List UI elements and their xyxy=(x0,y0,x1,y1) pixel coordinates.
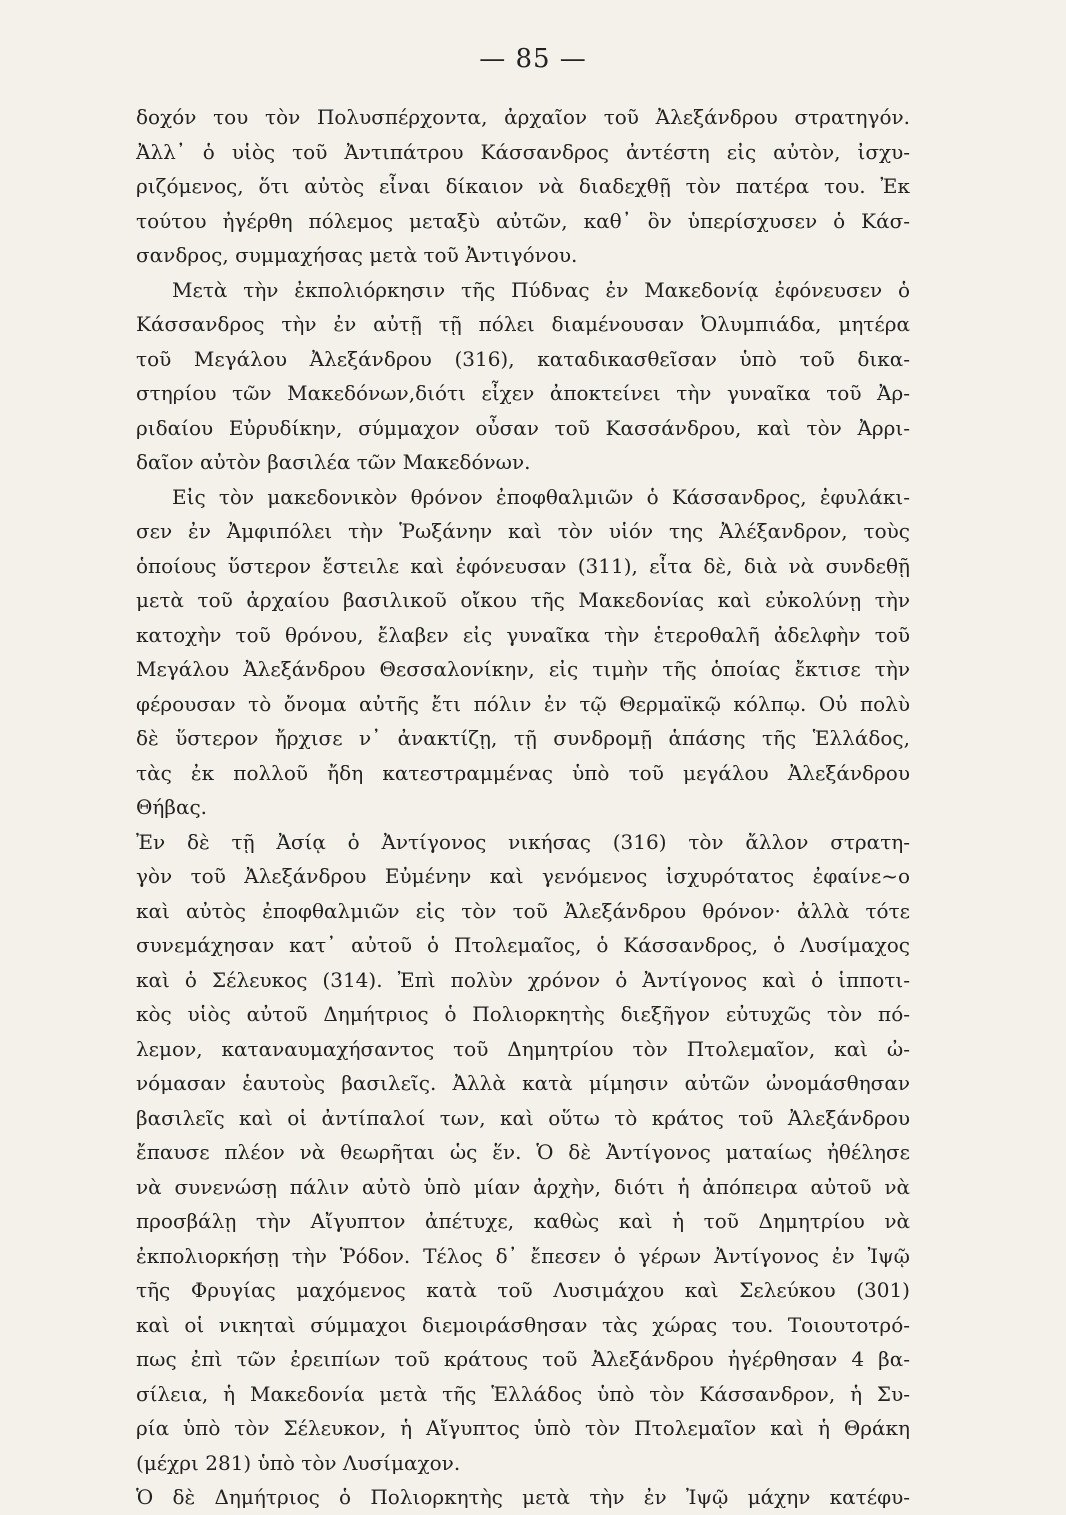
text-line: νόμασαν ἑαυτοὺς βασιλεῖς. Ἀλλὰ κατὰ μίμησιν αὐτῶν ὠνομάσθησαν xyxy=(136,1071,910,1095)
text-line: φέρουσαν τὸ ὄνομα αὐτῆς ἔτι πόλιν ἐν τῷ Θερμαϊκῷ κόλπῳ. Οὐ πολὺ xyxy=(136,691,910,716)
text-line: σανδρος, συμμαχήσας μετὰ τοῦ Ἀντιγόνου. xyxy=(136,243,578,267)
text-line: Εἰς τὸν μακεδονικὸν θρόνον ἐποφθαλμιῶν ὁ Κάσσανδρος, ἐφυλάκι- xyxy=(172,484,910,509)
text-line: κατοχὴν τοῦ θρόνου, ἔλαβεν εἰς γυναῖκα τὴν ἑτεροθαλῆ ἀδελφὴν τοῦ xyxy=(136,622,910,647)
text-line: Ὁ δὲ Δημήτριος ὁ Πολιορκητὴς μετὰ τὴν ἐν Ἰψῷ μάχην κατέφυ- xyxy=(136,1485,910,1509)
text-line: Κάσσανδρος τὴν ἐν αὐτῇ τῇ πόλει διαμένουσαν Ὀλυμπιάδα, μητέρα xyxy=(136,312,910,336)
text-line: ρία ὑπὸ τὸν Σέλευκον, ἡ Αἴγυπτος ὑπὸ τὸν Πτολεμαῖον καὶ ἡ Θράκη xyxy=(136,1416,910,1440)
text-line: βασιλεῖς καὶ οἱ ἀντίπαλοί των, καὶ οὕτω τὸ κράτος τοῦ Ἀλεξάνδρου xyxy=(136,1105,910,1130)
text-line: καὶ οἱ νικηταὶ σύμμαχοι διεμοιράσθησαν τὰς χώρας του. Τοιουτοτρό- xyxy=(136,1312,910,1337)
text-line: στηρίου τῶν Μακεδόνων,διότι εἶχεν ἀποκτείνει τὴν γυναῖκα τοῦ Ἀρ- xyxy=(136,381,910,405)
text-line: ριζόμενος, ὅτι αὐτὸς εἶναι δίκαιον νὰ διαδεχθῇ τὸν πατέρα του. Ἐκ xyxy=(136,174,910,198)
text-line: ἔπαυσε πλέον νὰ θεωρῆται ὡς ἕν. Ὁ δὲ Ἀντίγονος ματαίως ἠθέλησε xyxy=(136,1140,910,1164)
body-text xyxy=(136,100,910,1515)
text-line: ἐκπολιορκήσῃ τὴν Ῥόδον. Τέλος δ᾽ ἔπεσεν ὁ γέρων Ἀντίγονος ἐν Ἰψῷ xyxy=(136,1243,910,1268)
text-line: δαῖον αὐτὸν βασιλέα τῶν Μακεδόνων. xyxy=(136,450,531,474)
text-line: προσβάλῃ τὴν Αἴγυπτον ἀπέτυχε, καθὼς καὶ ἡ τοῦ Δημητρίου νὰ xyxy=(136,1209,910,1233)
text-line: ριδαίου Εὐρυδίκην, σύμμαχον οὖσαν τοῦ Κασσάνδρου, καὶ τὸν Ἀρρι- xyxy=(136,415,910,440)
text-line: ὁποίους ὕστερον ἔστειλε καὶ ἐφόνευσαν (311), εἶτα δὲ, διὰ νὰ συνδεθῇ xyxy=(136,553,910,578)
text-line: Μετὰ τὴν ἐκπολιόρκησιν τῆς Πύδνας ἐν Μακεδονίᾳ ἐφόνευσεν ὁ xyxy=(172,277,910,302)
text-line: νὰ συνενώσῃ πάλιν αὐτὸ ὑπὸ μίαν ἀρχὴν, διότι ἡ ἀπόπειρα αὐτοῦ νὰ xyxy=(136,1174,910,1199)
text-line: Θήβας. xyxy=(136,795,208,819)
page-number: — 85 — xyxy=(479,44,587,74)
text-line: Ἀλλ᾽ ὁ υἱὸς τοῦ Ἀντιπάτρου Κάσσανδρος ἀντέστη εἰς αὐτὸν, ἰσχυ- xyxy=(136,139,910,164)
text-line: συνεμάχησαν κατ᾽ αὐτοῦ ὁ Πτολεμαῖος, ὁ Κάσσανδρος, ὁ Λυσίμαχος xyxy=(136,933,910,957)
text-line: μετὰ τοῦ ἀρχαίου βασιλικοῦ οἴκου τῆς Μακεδονίας καὶ εὐκολύνῃ τὴν xyxy=(136,588,910,612)
text-line: τοῦ Μεγάλου Ἀλεξάνδρου (316), καταδικασθεῖσαν ὑπὸ τοῦ δικα- xyxy=(136,346,910,371)
text-line: τῆς Φρυγίας μαχόμενος κατὰ τοῦ Λυσιμάχου καὶ Σελεύκου (301) xyxy=(136,1278,910,1302)
text-line: λεμον, καταναυμαχήσαντος τοῦ Δημητρίου τὸν Πτολεμαῖον, καὶ ὠ- xyxy=(136,1036,910,1061)
text-line: τούτου ἠγέρθη πόλεμος μεταξὺ αὐτῶν, καθ᾽ ὃν ὑπερίσχυσεν ὁ Κάσ- xyxy=(136,208,910,233)
text-line: τὰς ἐκ πολλοῦ ἤδη κατεστραμμένας ὑπὸ τοῦ μεγάλου Ἀλεξάνδρου xyxy=(136,760,910,785)
text-line: γὸν τοῦ Ἀλεξάνδρου Εὐμένην καὶ γενόμενος ἰσχυρότατος ἐφαίνε~ο xyxy=(136,864,910,888)
text-line: (μέχρι 281) ὑπὸ τὸν Λυσίμαχον. xyxy=(136,1450,461,1475)
text-line: δοχόν του τὸν Πολυσπέρχοντα, ἀρχαῖον τοῦ Ἀλεξάνδρου στρατηγόν. xyxy=(136,105,910,129)
text-line: Μεγάλου Ἀλεξάνδρου Θεσσαλονίκην, εἰς τιμὴν τῆς ὁποίας ἔκτισε τὴν xyxy=(136,657,910,681)
text-line: πως ἐπὶ τῶν ἐρειπίων τοῦ κράτους τοῦ Ἀλεξάνδρου ἠγέρθησαν 4 βα- xyxy=(136,1347,910,1371)
text-line: κὸς υἱὸς αὐτοῦ Δημήτριος ὁ Πολιορκητὴς διεξῆγον εὐτυχῶς τὸν πό- xyxy=(136,1002,910,1026)
text-line: σίλεια, ἡ Μακεδονία μετὰ τῆς Ἑλλάδος ὑπὸ τὸν Κάσσανδρον, ἡ Συ- xyxy=(136,1381,910,1406)
text-line: καὶ ὁ Σέλευκος (314). Ἐπὶ πολὺν χρόνον ὁ Ἀντίγονος καὶ ὁ ἱπποτι- xyxy=(136,967,910,992)
text-line: καὶ αὐτὸς ἐποφθαλμιῶν εἰς τὸν τοῦ Ἀλεξάνδρου θρόνον· ἀλλὰ τότε xyxy=(136,898,910,923)
text-line: σεν ἐν Ἀμφιπόλει τὴν Ῥωξάνην καὶ τὸν υἱόν της Ἀλέξανδρον, τοὺς xyxy=(136,519,910,543)
text-line: Ἐν δὲ τῇ Ἀσίᾳ ὁ Ἀντίγονος νικήσας (316) τὸν ἄλλον στρατη- xyxy=(136,829,910,854)
text-line: δὲ ὕστερον ἤρχισε ν᾽ ἀνακτίζῃ, τῇ συνδρομῇ ἁπάσης τῆς Ἑλλάδος, xyxy=(136,726,910,750)
